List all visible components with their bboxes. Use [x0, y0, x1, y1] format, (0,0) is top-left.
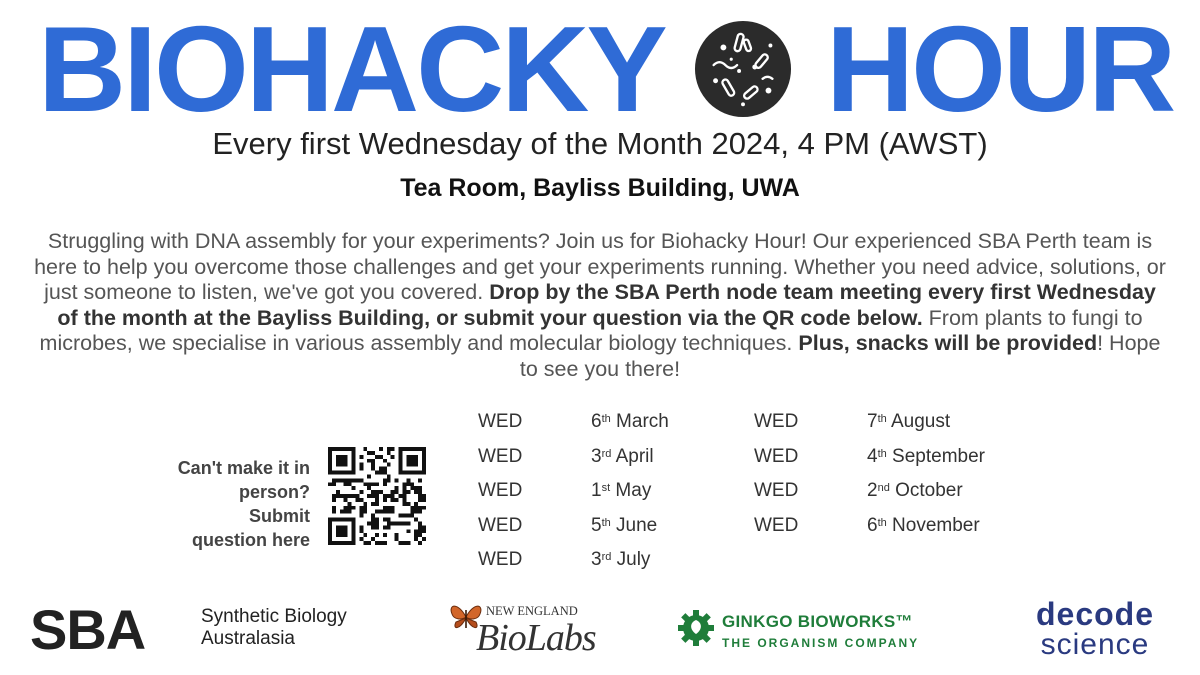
ginkgo-gear-icon [676, 608, 716, 648]
sba-name-line: Synthetic Biology [201, 606, 347, 627]
schedule-date-number: 6 [867, 514, 878, 536]
qr-label-line: person? [238, 482, 310, 502]
schedule-date-number: 3 [591, 445, 602, 467]
schedule-row [478, 545, 708, 575]
schedule-row [478, 476, 708, 506]
schedule-date-suffix: th [877, 516, 887, 529]
schedule-date-month: October [889, 480, 963, 501]
schedule-date-suffix: nd [877, 482, 890, 494]
schedule-date-month: April [611, 445, 654, 467]
schedule-date-suffix: th [601, 413, 611, 425]
schedule-date [591, 407, 669, 437]
schedule-row [754, 476, 1034, 506]
schedule-date-number: 3 [591, 549, 602, 570]
schedule-day: WED [754, 480, 799, 501]
schedule-day: WED [754, 445, 799, 467]
schedule-date-number: 4 [867, 445, 878, 467]
schedule-day: WED [754, 514, 799, 536]
decode-text: decode [1035, 596, 1155, 632]
schedule-date-suffix: th [877, 413, 887, 425]
schedule-date [591, 476, 651, 506]
event-description [32, 229, 1168, 382]
schedule-date [867, 442, 985, 472]
sba-logo [30, 598, 390, 661]
description-text: Struggling with DNA assembly for your experiments? Join us for Biohacky Hour! Our experienced SBA Perth team is here to help you overcome those challenges and get your experiments running. Whether you need advice, solutions, or just someone to listen, we've got you covered. [34, 229, 1166, 304]
schedule-day: WED [754, 411, 799, 432]
schedule-date-number: 6 [591, 411, 602, 432]
schedule-date-suffix: th [601, 516, 611, 529]
qr-label-line: Submit [249, 506, 310, 526]
schedule-date-number: 7 [867, 411, 878, 432]
schedule-date-month: May [610, 480, 652, 501]
ginkgo-name: GINKGO BIOWORKS™ [722, 612, 913, 631]
schedule-date-suffix: st [601, 482, 611, 494]
schedule-day: WED [478, 514, 523, 536]
sba-name [201, 606, 347, 650]
schedule-date-month: July [611, 549, 651, 570]
schedule-day: WED [478, 480, 523, 501]
schedule-row [478, 442, 708, 472]
science-text: science [1040, 628, 1150, 661]
schedule-date-suffix: rd [601, 551, 612, 563]
title-biohacky: BIOHACKY [38, 1, 665, 137]
schedule-date-month: March [610, 411, 669, 432]
neb-logo [448, 598, 608, 664]
decode-science-logo [1020, 598, 1170, 664]
schedule-column-right [754, 407, 1034, 547]
schedule-date [867, 407, 950, 437]
schedule-date-number: 5 [591, 514, 602, 536]
schedule-date-number: 1 [591, 480, 602, 501]
qr-code-icon[interactable] [328, 447, 426, 545]
schedule-date [867, 511, 980, 541]
schedule-date-number: 2 [867, 480, 878, 501]
schedule-row [754, 511, 1034, 541]
event-schedule-subtitle: Every first Wednesday of the Month 2024, 4 PM (AWST) [212, 126, 988, 161]
ginkgo-logo [676, 606, 946, 656]
event-title [0, 1, 1200, 137]
qr-label-line: question here [191, 530, 310, 550]
schedule-date [591, 511, 657, 541]
qr-label-line: Can't make it in [177, 458, 310, 478]
qr-label [120, 456, 310, 552]
ginkgo-tagline: THE ORGANISM COMPANY [722, 636, 920, 650]
description-bold: Drop by the SBA Perth node team meeting every first Wednesday of the month at the Bayliss Building, or submit your question via the QR code below. [57, 280, 1156, 330]
schedule-date-month: November [886, 514, 980, 536]
schedule-column-left [478, 407, 708, 577]
schedule-date-suffix: rd [601, 447, 612, 460]
schedule-row [478, 511, 708, 541]
microbe-circle-icon [694, 20, 792, 118]
neb-top-text: NEW ENGLAND [486, 604, 578, 618]
schedule-row [754, 407, 1034, 437]
sba-mark: SBA [30, 598, 146, 661]
schedule-day: WED [478, 411, 523, 432]
neb-main-text: BioLabs [476, 617, 596, 659]
schedule-row [478, 407, 708, 437]
schedule-day: WED [478, 549, 523, 570]
description-text: ! Hope to see you there! [519, 331, 1161, 381]
sba-name-line: Australasia [201, 628, 295, 649]
schedule-date [591, 442, 654, 472]
title-hour: HOUR [826, 1, 1174, 137]
schedule-row [754, 442, 1034, 472]
schedule-day: WED [478, 445, 523, 467]
schedule-date-suffix: th [877, 447, 887, 460]
schedule-date [867, 476, 963, 506]
schedule-date-month: August [886, 411, 951, 432]
event-venue: Tea Room, Bayliss Building, UWA [400, 174, 800, 202]
description-bold: Plus, snacks will be provided [798, 331, 1098, 355]
schedule-date-month: June [610, 514, 658, 536]
description-text: From plants to fungi to microbes, we specialise in various assembly and molecular biology techniques. [39, 305, 1143, 355]
schedule-date-month: September [886, 445, 985, 467]
schedule-date [591, 545, 650, 575]
